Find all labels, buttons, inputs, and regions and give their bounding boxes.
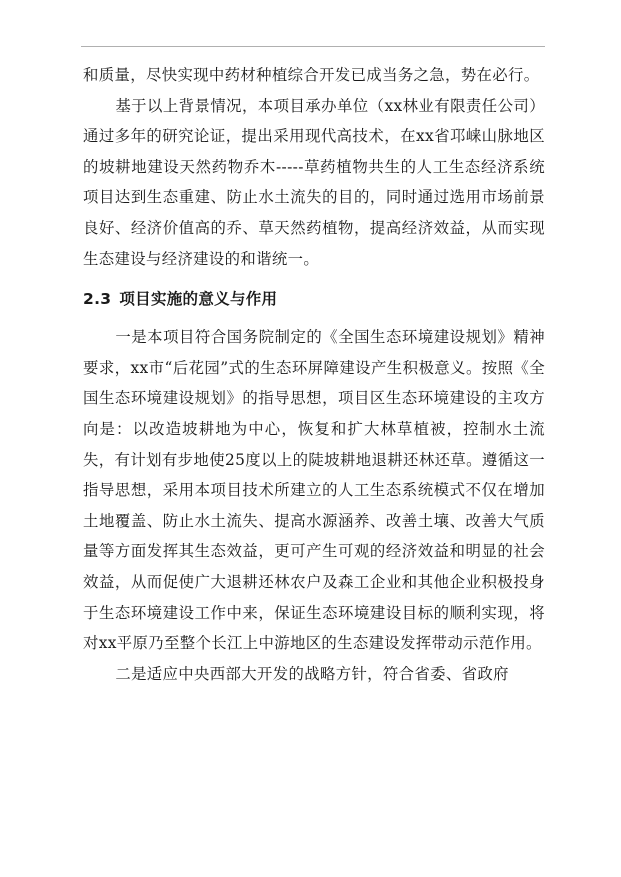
document-body [83, 60, 545, 689]
section-heading [83, 284, 545, 314]
paragraph-significance-one: 一是本项目符合国务院制定的《全国生态环境建设规划》精神要求，xx市“后花园”式的生态环屏障建设产生积极意义。按照《全国生态环境建设规划》的指导思想，项目区生态环境建设的主攻方向是：以改造坡耕地为中心，恢复和扩大林草植被，控制水土流失，有计划有步地使25度以上的陡坡耕地退耕还林还草。遵循这一指导思想，采用本项目技术所建立的人工生态系统模式不仅在增加土地覆盖、防止水土流失、提高水源涵养、改善土壤、改善大气质量等方面发挥其生态效益，更可产生可观的经济效益和明显的社会效益，从而促使广大退耕还林农户及森工企业和其他企业积极投身于生态环境建设工作中来，保证生态环境建设目标的顺利实现，将对xx平原乃至整个长江上中游地区的生态建设发挥带动示范作用。 [83, 328, 545, 653]
section-number: 2.3 [83, 290, 112, 309]
paragraph-background: 基于以上背景情况，本项目承办单位（xx林业有限责任公司）通过多年的研究论证，提出采用现代高技术，在xx省邛崃山脉地区的坡耕地建设天然药物乔木-----草药植物共生的人工生态经济系统项目达到生态重建、防止水土流失的目的，同时通过选用市场前景良好、经济价值高的乔、草天然药植物，提高经济效益，从而实现生态建设与经济建设的和谐统一。 [83, 96, 545, 268]
header-rule [81, 46, 545, 47]
paragraph-significance-two: 二是适应中央西部大开发的战略方针，符合省委、省政府 [115, 664, 509, 683]
paragraph-continuation: 和质量，尽快实现中药材种植综合开发已成当务之急，势在必行。 [83, 66, 540, 84]
section-title: 项目实施的意义与作用 [119, 290, 278, 309]
